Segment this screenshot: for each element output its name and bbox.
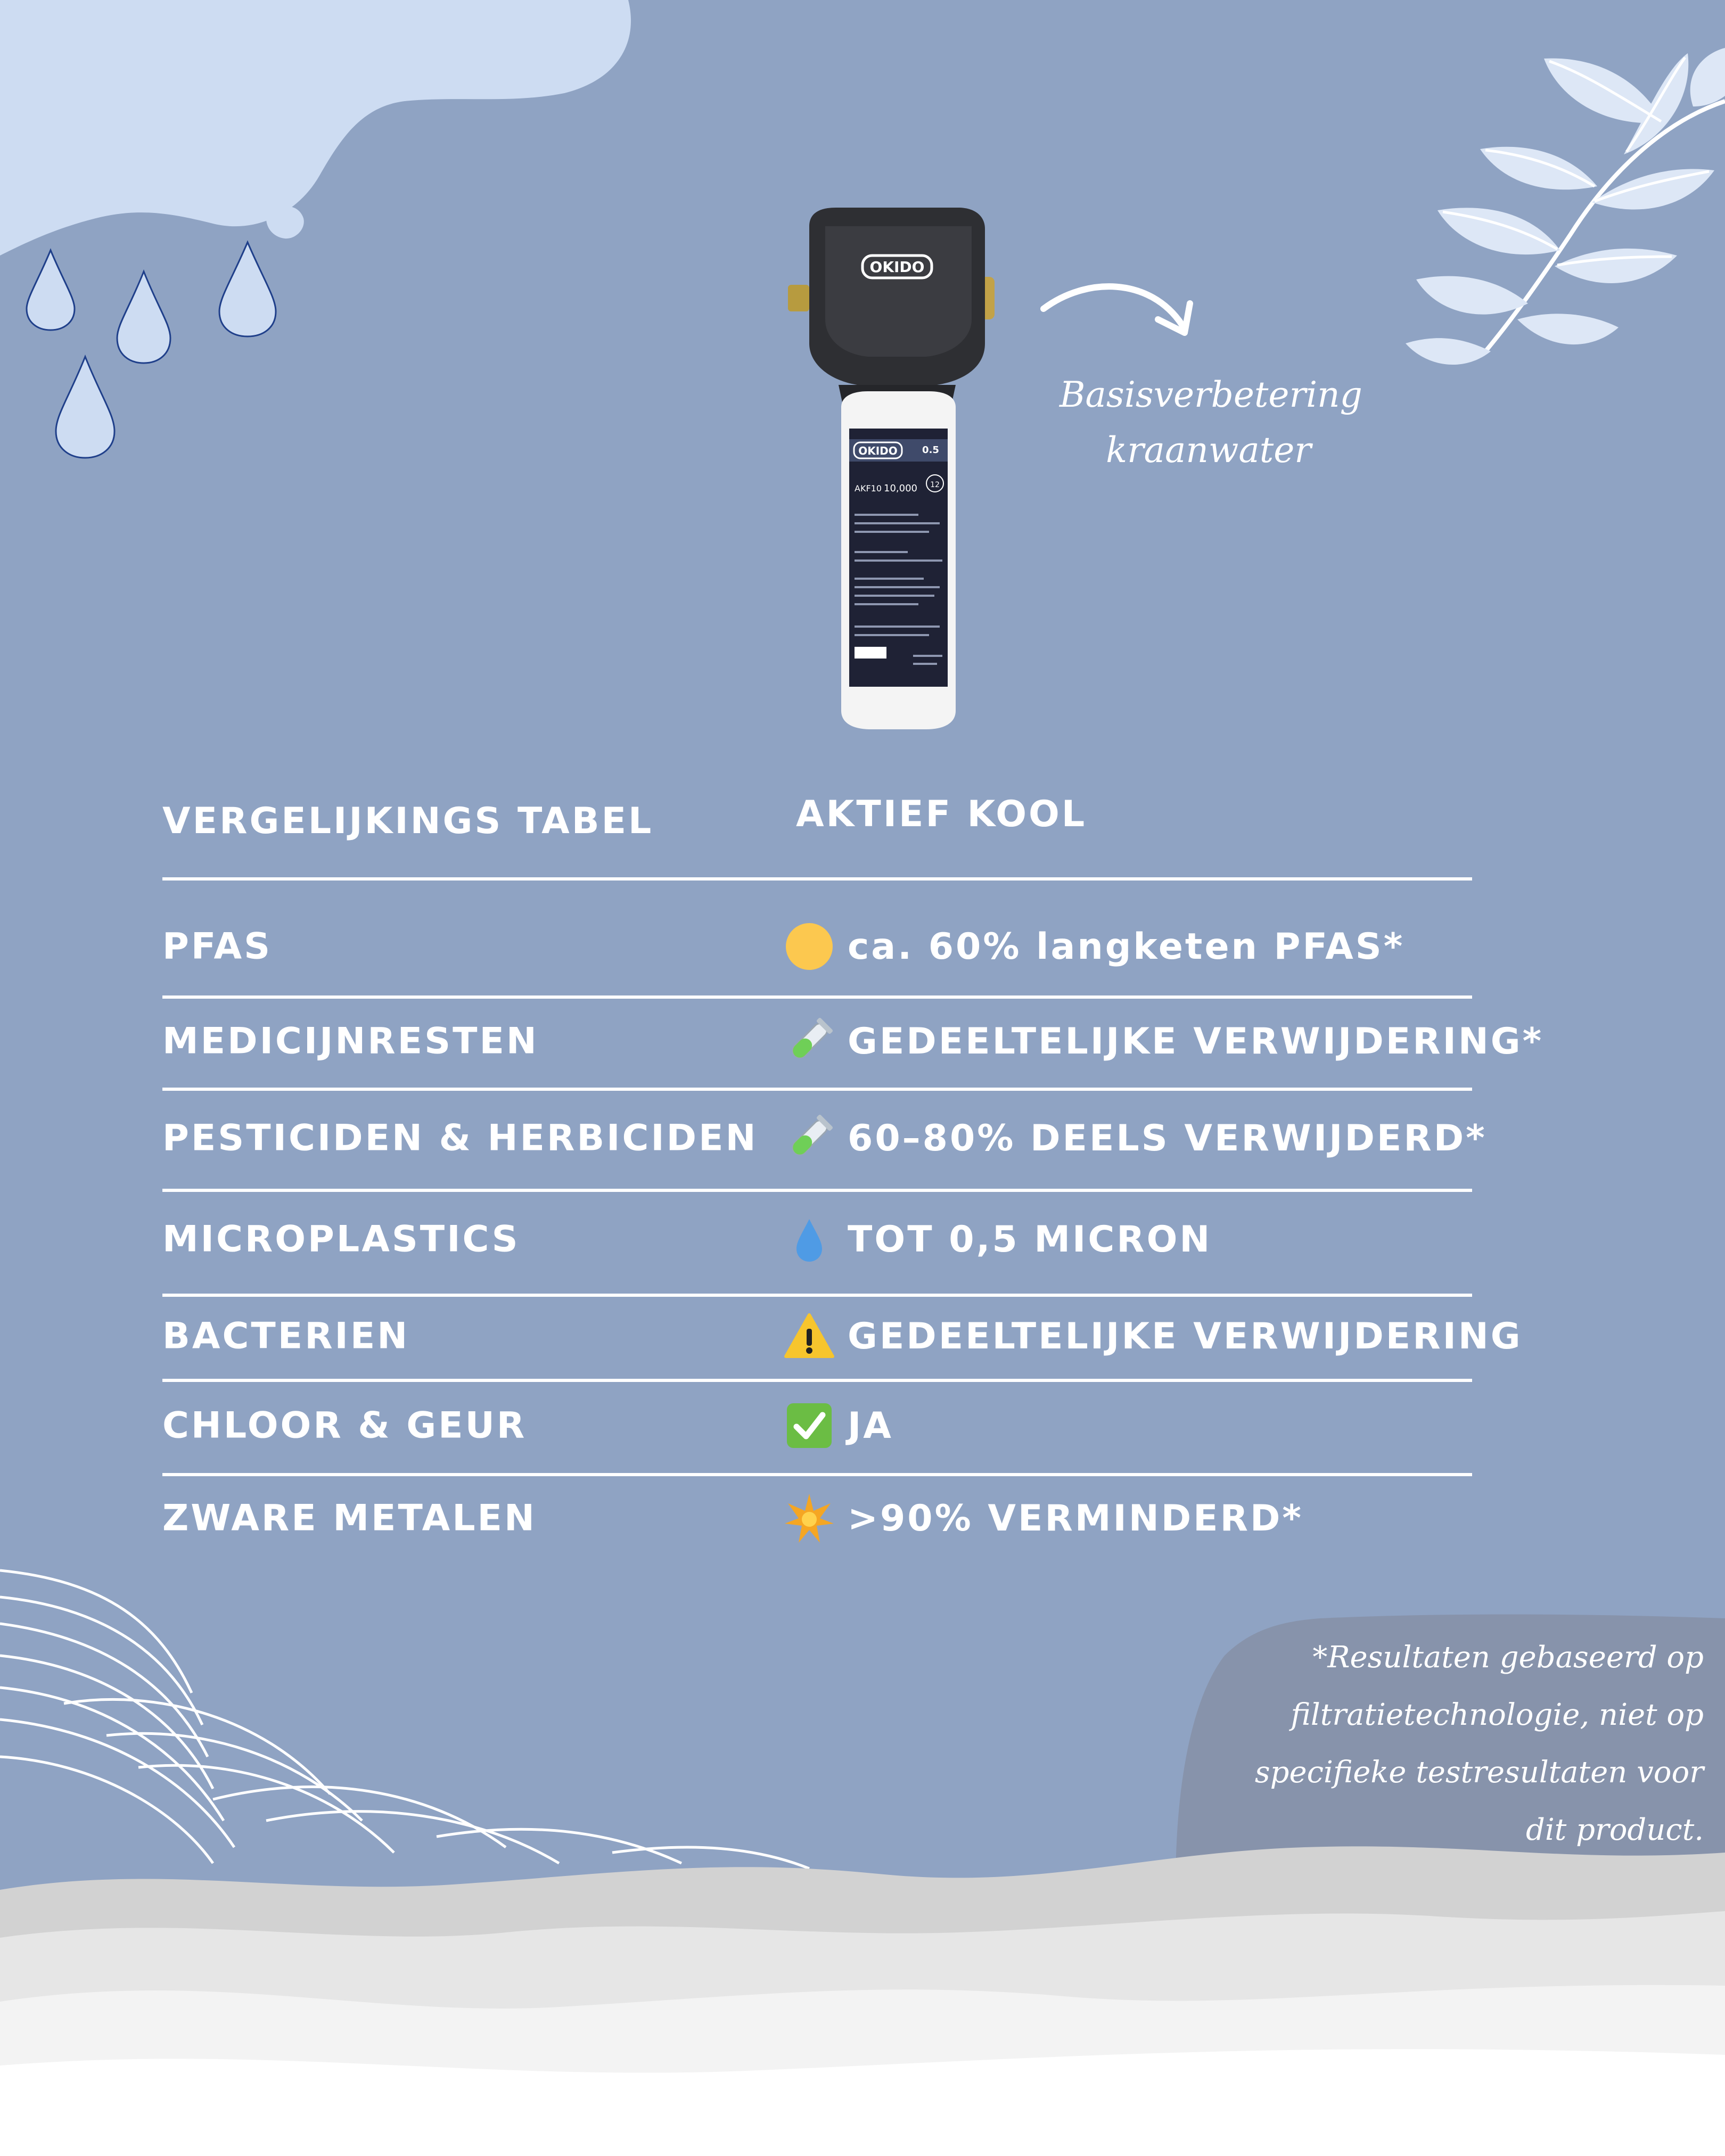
table-row bbox=[0, 1378, 1725, 1474]
footnote-line-3: specifieke testresultaten voor bbox=[1254, 1755, 1704, 1790]
sparkle-icon bbox=[783, 1492, 836, 1545]
footnote-line-2: filtratietechnologie, niet op bbox=[1291, 1698, 1704, 1732]
footnote-text bbox=[1241, 1629, 1704, 1859]
row-label: ZWARE METALEN bbox=[162, 1497, 537, 1540]
water-filter-product-image bbox=[788, 205, 1017, 732]
row-value-text: ca. 60% langketen PFAS* bbox=[848, 925, 1405, 968]
row-value-text: 60–80% DEELS VERWIJDERD* bbox=[848, 1117, 1487, 1159]
table-row bbox=[0, 1090, 1725, 1186]
row-value bbox=[783, 1310, 1523, 1363]
footnote-line-1: *Resultaten gebaseerd op bbox=[1312, 1640, 1704, 1675]
test-tube-icon bbox=[783, 1112, 836, 1165]
capacity-value: 10,000 bbox=[884, 483, 917, 494]
table-row bbox=[0, 993, 1725, 1089]
row-value-text: >90% VERMINDERD* bbox=[848, 1497, 1303, 1540]
warning-icon bbox=[783, 1310, 836, 1363]
row-label: MEDICIJNRESTEN bbox=[162, 1020, 539, 1063]
row-label: BACTERIEN bbox=[162, 1315, 410, 1357]
yellow-circle-icon bbox=[783, 920, 836, 973]
table-header-right: AKTIEF KOOL bbox=[796, 793, 1087, 835]
row-value-text: TOT 0,5 MICRON bbox=[848, 1218, 1212, 1261]
head-brand-logo: OKIDO bbox=[869, 258, 925, 276]
callout-line-2: kraanwater bbox=[1106, 430, 1311, 471]
row-value bbox=[783, 1492, 1303, 1545]
cloud-illustration bbox=[0, 0, 631, 256]
table-header-left: VERGELIJKINGS TABEL bbox=[162, 800, 654, 842]
row-value bbox=[783, 1112, 1487, 1165]
table-row bbox=[0, 1470, 1725, 1566]
table-divider bbox=[162, 877, 1472, 880]
line-waves-illustration bbox=[0, 1570, 809, 1869]
row-value bbox=[783, 1213, 1212, 1266]
table-row bbox=[0, 899, 1725, 994]
water-drop-icon bbox=[783, 1213, 836, 1266]
model-number: AKF10 bbox=[855, 483, 882, 493]
row-label: MICROPLASTICS bbox=[162, 1218, 520, 1261]
table-row bbox=[0, 1288, 1725, 1384]
row-value-text: GEDEELTELIJKE VERWIJDERING* bbox=[848, 1020, 1544, 1063]
footnote-line-4: dit product. bbox=[1526, 1813, 1704, 1847]
micron-rating: 0.5 bbox=[922, 445, 939, 456]
row-value bbox=[783, 1399, 893, 1452]
row-value bbox=[783, 1015, 1543, 1068]
inlet-fitting bbox=[788, 285, 809, 311]
months-value: 12 bbox=[930, 481, 940, 489]
cartridge-brand-logo: OKIDO bbox=[858, 445, 898, 457]
row-label: CHLOOR & GEUR bbox=[162, 1404, 527, 1447]
row-label: PFAS bbox=[162, 925, 273, 968]
callout-line-1: Basisverbetering bbox=[1059, 374, 1362, 415]
rain-drops-illustration bbox=[27, 242, 276, 458]
check-mark-icon bbox=[783, 1399, 836, 1452]
leaf-branch-illustration bbox=[1406, 48, 1725, 365]
row-value-text: GEDEELTELIJKE VERWIJDERING bbox=[848, 1315, 1523, 1357]
test-tube-icon bbox=[783, 1015, 836, 1068]
row-label: PESTICIDEN & HERBICIDEN bbox=[162, 1117, 758, 1159]
row-value-text: JA bbox=[848, 1404, 893, 1447]
callout-text bbox=[1059, 367, 1362, 478]
row-value bbox=[783, 920, 1404, 973]
table-row bbox=[0, 1191, 1725, 1287]
bottom-waves-illustration bbox=[0, 1846, 1725, 2156]
